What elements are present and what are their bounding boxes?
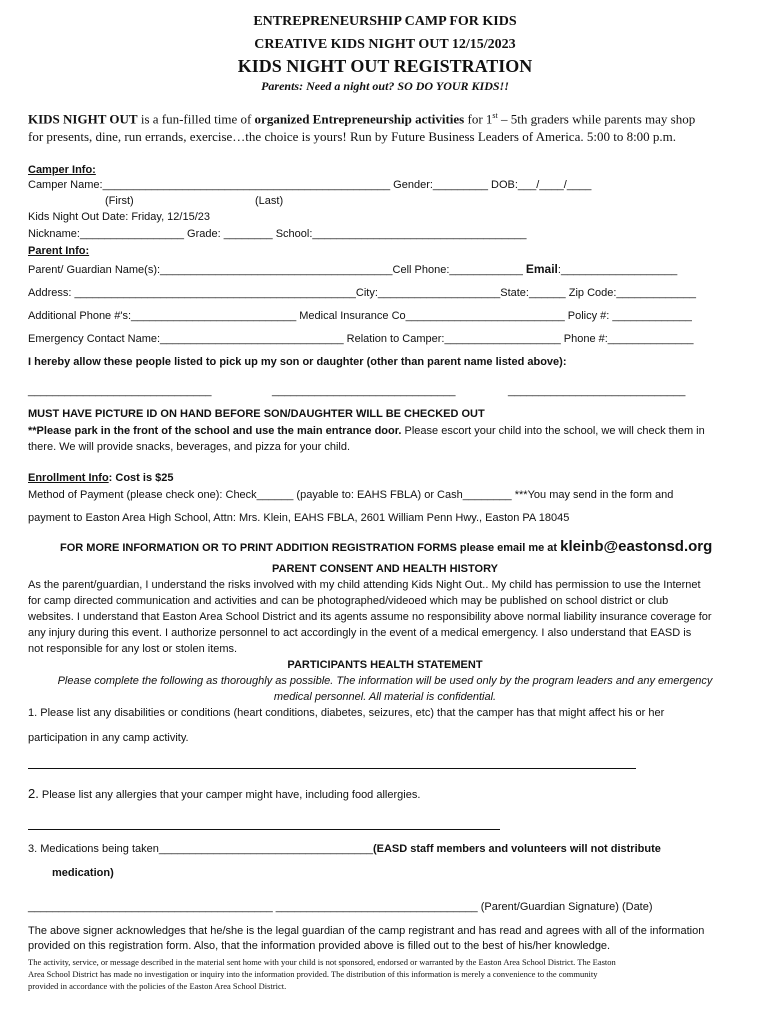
question-2-answer-line[interactable] [28, 829, 500, 830]
question-2 [28, 786, 420, 801]
snacks-notice: there. We will provide snacks, beverages, and pizza for your child. [28, 441, 351, 453]
consent-line-4: any injury during this event. I authorize personnel to act accordingly in the event of a medical emergency. I also understand that EASD is [28, 627, 692, 639]
consent-line-1: As the parent/guardian, I understand the risks involved with my child attending Kids Night Out.. My child has permission to use the Internet [28, 579, 701, 591]
first-name-label: (First) [105, 195, 134, 207]
intro-text: is a fun-filled time of [137, 111, 255, 127]
additional-phone-insurance-field[interactable]: Additional Phone #'s:___________________________ Medical Insurance Co__________________________ Policy #: _____________ [28, 310, 692, 322]
health-note-1: Please complete the following as thoroughly as possible. The information will be used only by the program leaders and any emergency [57, 675, 713, 687]
event-subtitle: CREATIVE KIDS NIGHT OUT 12/15/2023 [254, 37, 516, 52]
contact-email-link[interactable]: kleinb@eastonsd.org [560, 538, 713, 555]
last-name-label: (Last) [255, 195, 284, 207]
disclaimer-line-3: provided in accordance with the policies of the Easton Area School District. [28, 981, 287, 991]
parent-info-heading: Parent Info: [28, 245, 90, 257]
intro-superscript: st [492, 111, 498, 120]
intro-grade-end: – 5th graders while parents may shop [497, 111, 696, 127]
health-heading: PARTICIPANTS HEALTH STATEMENT [287, 659, 483, 671]
question-1-answer-line[interactable] [28, 768, 636, 769]
question-2-number: 2. [28, 786, 39, 801]
nickname-grade-school-field[interactable]: Nickname:_________________ Grade: ________ School:___________________________________ [28, 228, 527, 240]
tagline: Parents: Need a night out? SO DO YOUR KIDS!! [261, 79, 509, 93]
contact-text: FOR MORE INFORMATION OR TO PRINT ADDITION REGISTRATION FORMS please email me at [60, 542, 561, 554]
question-1-line-1: 1. Please list any disabilities or conditions (heart conditions, diabetes, seizures, etc) that the camper has that might affect his or her [28, 707, 665, 719]
email-field[interactable]: :___________________ [557, 264, 678, 276]
parking-bold: **Please park in the front of the school and use the main entrance door. [28, 425, 402, 437]
intro-line-1 [28, 111, 695, 127]
question-3 [28, 843, 661, 855]
consent-heading: PARENT CONSENT AND HEALTH HISTORY [272, 563, 498, 575]
pickup-blank-3[interactable]: _____________________________ [508, 385, 686, 397]
event-date: Kids Night Out Date: Friday, 12/15/23 [28, 211, 210, 223]
email-label: Email [525, 262, 558, 276]
enrollment-cost: : Cost is $25 [108, 472, 174, 484]
consent-line-5: not responsible for any lost or stolen items. [28, 643, 238, 655]
payment-method-field[interactable]: Method of Payment (please check one): Check______ (payable to: EAHS FBLA) or Cash________ ***You may send in the form and [28, 489, 674, 501]
acknowledgement-line-2: provided on this registration form. Also, that the information provided above is filled out to the best of his/her knowledge. [28, 940, 611, 952]
disclaimer-line-2: Area School District has made no investigation or inquiry into the information provided. The distribution of this information is merely a convenience to the community [28, 969, 598, 979]
consent-line-2: for camp directed communication and activities and can be photographed/videoed which may be published on school district or club [28, 595, 669, 607]
disclaimer-line-1: The activity, service, or message described in the material sent home with your child is not sponsored, endorsed or warranted by the Easton Area School District. The Easton [28, 957, 616, 967]
consent-line-3: websites. I understand that Easton Area School District and its agents assume no responsibility above normal liability insurance coverage for [28, 611, 712, 623]
camp-title: ENTREPRENEURSHIP CAMP FOR KIDS [253, 14, 517, 29]
intro-bold-activities: organized Entrepreneurship activities [254, 111, 465, 127]
contact-line [60, 538, 712, 555]
medication-policy: (EASD staff members and volunteers will not distribute [372, 843, 661, 855]
signature-date-field[interactable]: ________________________________________ _________________________________ [28, 901, 478, 913]
intro-line-2: for presents, dine, run errands, exercise…the choice is yours! Run by Future Business Leaders of America. 5:00 to 8:00 p.m. [28, 129, 677, 144]
guardian-cell-phone-field[interactable]: Parent/ Guardian Name(s):______________________________________Cell Phone:____________ [28, 264, 526, 276]
emergency-contact-field[interactable]: Emergency Contact Name:______________________________ Relation to Camper:___________________ Phone #:______________ [28, 333, 694, 345]
guardian-field[interactable] [28, 262, 677, 276]
parking-text: Please escort your child into the school, we will check them in [401, 425, 705, 437]
signature-line [28, 901, 653, 913]
intro-bold-name: KIDS NIGHT OUT [28, 111, 138, 127]
health-note-2: medical personnel. All material is confidential. [273, 691, 497, 703]
medications-field[interactable]: 3. Medications being taken___________________________________ [28, 843, 373, 855]
camper-info-heading: Camper Info: [28, 164, 96, 176]
pickup-blank-2[interactable]: ______________________________ [272, 385, 456, 397]
signature-label: (Parent/Guardian Signature) (Date) [477, 901, 653, 913]
address-field[interactable]: Address: ______________________________________________City:____________________State:______ Zip Code:_____________ [28, 287, 696, 299]
enrollment-label: Enrollment Info [28, 472, 109, 484]
picture-id-notice: MUST HAVE PICTURE ID ON HAND BEFORE SON/DAUGHTER WILL BE CHECKED OUT [28, 408, 485, 420]
question-1-line-2: participation in any camp activity. [28, 732, 189, 744]
question-2-text: Please list any allergies that your camper might have, including food allergies. [38, 789, 421, 801]
acknowledgement-line-1: The above signer acknowledges that he/she is the legal guardian of the camp registrant and has read and agrees with all of the information [28, 925, 705, 937]
enrollment-info [28, 472, 173, 484]
intro-grade-start: for 1 [464, 111, 493, 127]
camper-name-field[interactable]: Camper Name:_______________________________________________ Gender:_________ DOB:___/____/____ [28, 179, 592, 191]
page-title: KIDS NIGHT OUT REGISTRATION [237, 56, 533, 76]
payment-address: payment to Easton Area High School, Attn: Mrs. Klein, EAHS FBLA, 2601 William Penn Hwy., Easton PA 18045 [28, 512, 570, 524]
pickup-permission: I hereby allow these people listed to pick up my son or daughter (other than parent name listed above): [28, 356, 567, 368]
pickup-blank-1[interactable]: ______________________________ [28, 385, 212, 397]
medication-policy-cont: medication) [52, 867, 114, 879]
parking-notice [28, 425, 705, 437]
